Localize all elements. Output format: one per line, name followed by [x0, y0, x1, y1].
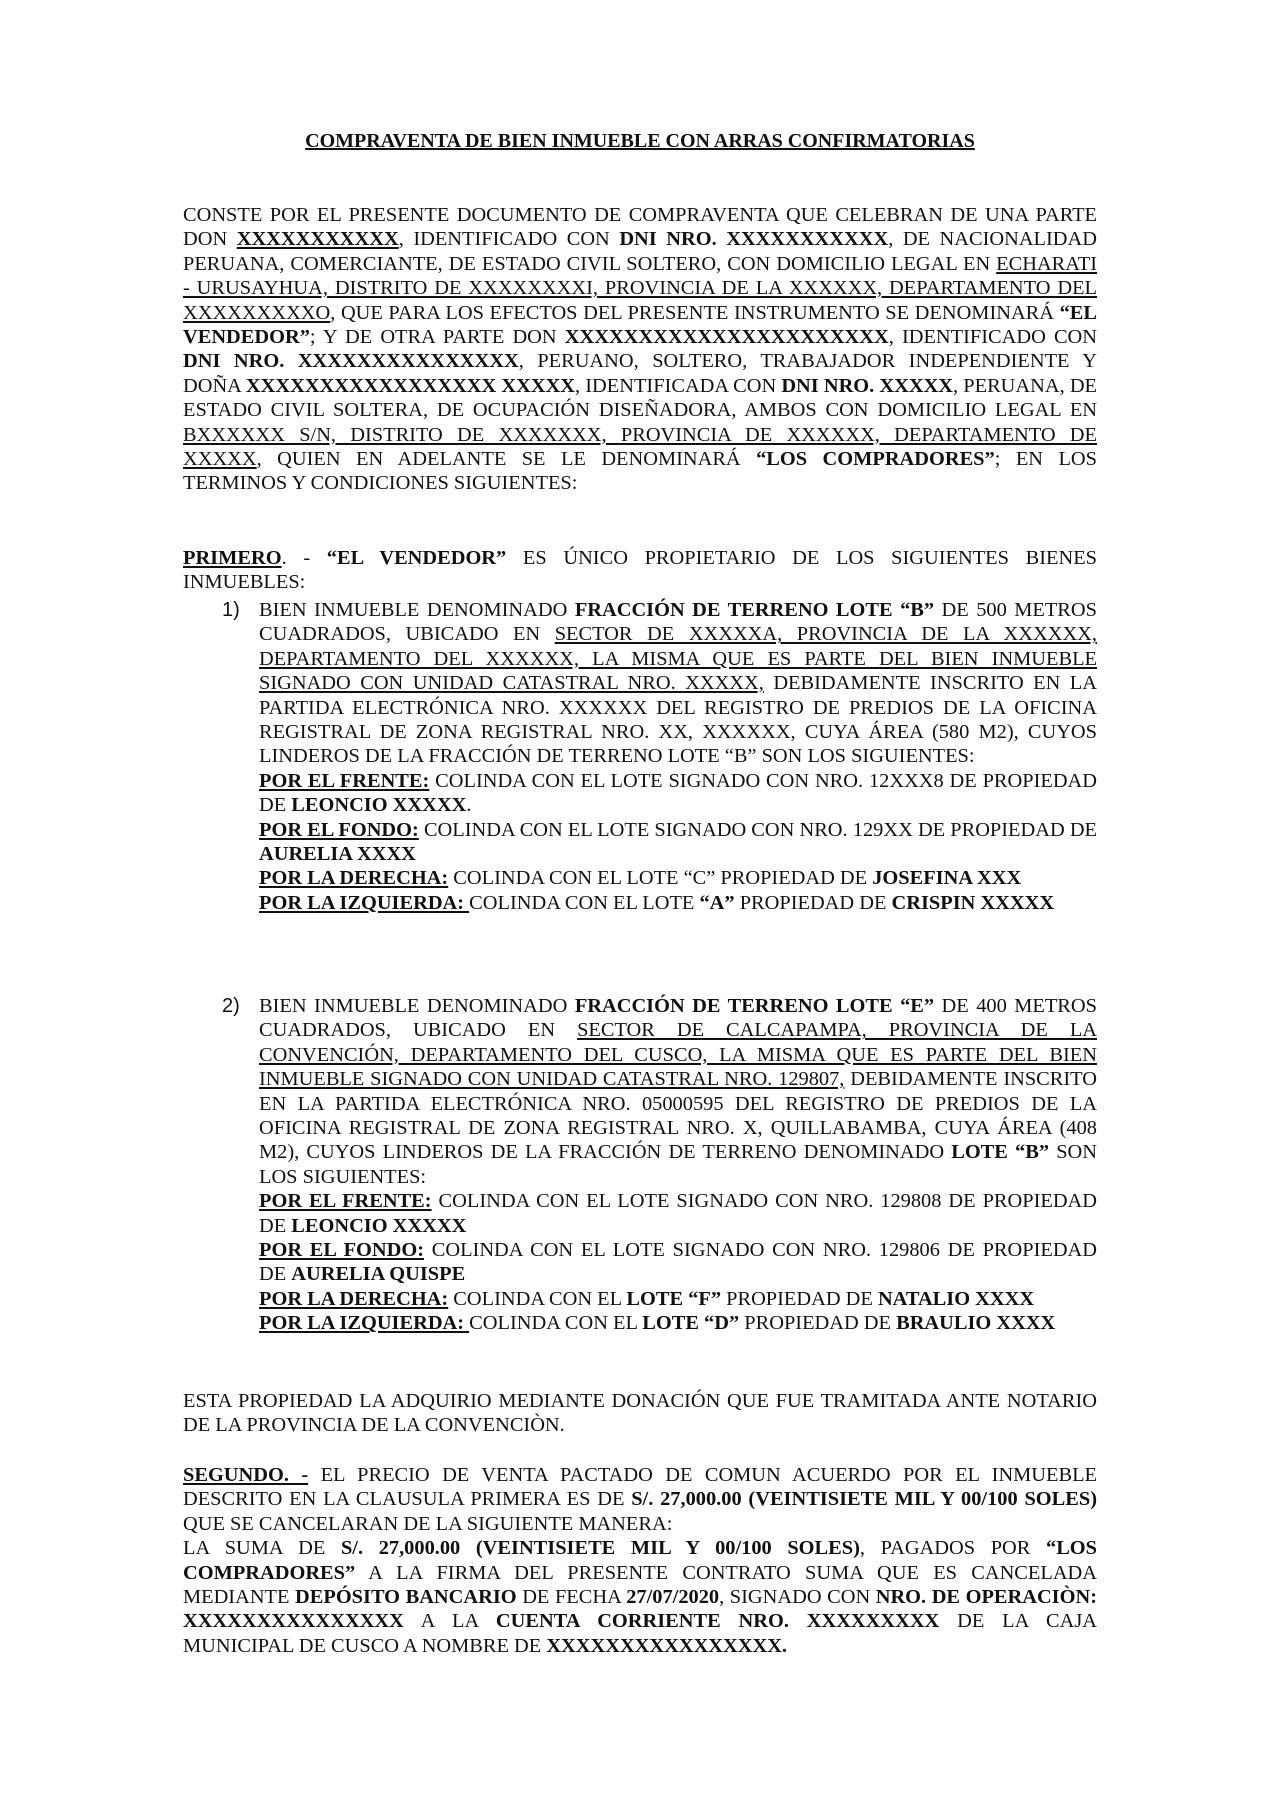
item-1-frente-owner: LEONCIO XXXXX [291, 794, 467, 817]
donation-paragraph: ESTA PROPIEDAD LA ADQUIRIO MEDIANTE DONACIÓN QUE FUE TRAMITADA ANTE NOTARIO DE LA PROVINCIA DE LA CONVENCIÒN. [183, 1390, 1097, 1437]
item-2-description [259, 994, 1097, 1189]
item-2-number: 2) [222, 995, 240, 1017]
intro-text-5: ; Y DE OTRA PARTE DON [309, 326, 565, 349]
item-1-derecha-text: COLINDA CON EL LOTE “C” PROPIEDAD DE [448, 867, 873, 890]
item-2-izquierda-lote: LOTE “D” [642, 1312, 740, 1335]
item-1-fondo-text: COLINDA CON EL LOTE SIGNADO CON NRO. 129XX DE PROPIEDAD DE [418, 818, 1098, 841]
intro-text-11: ; EN LOS TERMINOS Y CONDICIONES SIGUIENTES: [183, 448, 1097, 495]
segundo-buyers: “LOS COMPRADORES” [183, 1537, 1098, 1584]
segundo-text-b: QUE SE CANCELARAN DE LA SIGUIENTE MANERA: [183, 1512, 673, 1535]
intro-text-4: , QUE PARA LOS EFECTOS DEL PRESENTE INSTRUMENTO SE DENOMINARÁ [330, 301, 1060, 324]
intro-text-9: , PERUANA, DE ESTADO CIVIL SOLTERA, DE OCUPACIÓN DISEÑADORA, AMBOS CON DOMICILIO LEGAL EN [183, 374, 1098, 422]
item-1-name: FRACCIÓN DE TERRENO LOTE “B” [574, 599, 935, 621]
item-2-text-c: DEBIDAMENTE INSCRITO EN LA PARTIDA ELECTRÓNICA NRO. 05000595 DEL REGISTRO DE PREDIOS DE LA OFICINA REGISTRAL DE ZONA REGISTRAL NRO. X, QUILLABAMBA, CUYA ÁREA (408 M2), CUYOS LINDEROS DE LA FRACCIÓN DE TERRENO DENOMINADO [259, 1068, 1097, 1164]
item-2-name: FRACCIÓN DE TERRENO LOTE “E” [574, 995, 935, 1017]
buyer2-name: XXXXXXXXXXXXXXXXX XXXXX [245, 374, 576, 397]
item-1-description [259, 598, 1097, 769]
item-2-derecha-text2: PROPIEDAD DE [721, 1287, 878, 1310]
item-2-izquierda-label: POR LA IZQUIERDA: [259, 1312, 470, 1335]
intro-text-8: , IDENTIFICADA CON [575, 374, 782, 397]
seller-dni: DNI NRO. XXXXXXXXXXX [619, 228, 889, 251]
intro-text-1: CONSTE POR EL PRESENTE DOCUMENTO DE COMPRAVENTA QUE CELEBRAN DE UNA PARTE DON [183, 204, 1097, 251]
item-1-fondo-label: POR EL FONDO: [259, 818, 419, 841]
intro-text-10: , QUIEN EN ADELANTE SE LE DENOMINARÁ [256, 448, 757, 471]
item-2-derecha [259, 1287, 1097, 1311]
item-1-location: SECTOR DE XXXXXA, PROVINCIA DE LA XXXXXX, DEPARTAMENTO DEL XXXXXX, LA MISMA QUE ES PARTE DEL BIEN INMUEBLE SIGNADO CON UNIDAD CATASTRAL NRO. XXXXX, [259, 623, 1097, 695]
intro-paragraph [183, 203, 1097, 496]
item-1-izquierda-lote: “A” [699, 891, 735, 914]
intro-text-3: , DE NACIONALIDAD PERUANA, COMERCIANTE, DE ESTADO CIVIL SOLTERO, CON DOMICILIO LEGAL EN [183, 228, 1097, 275]
primero-alias: “EL VENDEDOR” [326, 547, 507, 569]
item-2-fondo-owner: AURELIA QUISPE [291, 1263, 466, 1286]
primero-heading: PRIMERO [183, 547, 282, 569]
item-1-frente-label: POR EL FRENTE: [259, 769, 430, 792]
document-title: COMPRAVENTA DE BIEN INMUEBLE CON ARRAS CONFIRMATORIAS [305, 130, 975, 152]
item-1-frente [259, 769, 1097, 818]
item-2-derecha-text: COLINDA CON EL [448, 1287, 627, 1310]
item-2-text-a: BIEN INMUEBLE DENOMINADO [259, 995, 575, 1017]
segundo-operation: NRO. DE OPERACIÒN: XXXXXXXXXXXXXXX [183, 1586, 1097, 1633]
item-1-frente-end: . [466, 794, 472, 817]
item-2-izquierda-text2: PROPIEDAD DE [739, 1312, 897, 1335]
segundo-text-f: DE FECHA [516, 1586, 627, 1609]
segundo-date: 27/07/2020 [626, 1586, 720, 1609]
item-2-frente-owner: LEONCIO XXXXX [291, 1214, 467, 1237]
segundo-heading: SEGUNDO. - [183, 1464, 309, 1486]
buyer2-dni: DNI NRO. XXXXX [781, 374, 954, 397]
item-2-fondo-text: COLINDA CON EL LOTE SIGNADO CON NRO. 129806 DE PROPIEDAD DE [259, 1239, 1098, 1286]
intro-text-2: , IDENTIFICADO CON [398, 228, 620, 251]
item-1-frente-text: COLINDA CON EL LOTE SIGNADO CON NRO. 12XXX8 DE PROPIEDAD DE [259, 769, 1097, 817]
item-2-izquierda [259, 1311, 1097, 1335]
item-1-derecha [259, 866, 1097, 890]
segundo-text-i: DE LA CAJA MUNICIPAL DE CUSCO A NOMBRE DE [183, 1610, 1097, 1657]
seller-alias: “EL VENDEDOR” [183, 301, 1097, 349]
item-2-text-b: DE 400 METROS CUADRADOS, UBICADO EN [259, 995, 1097, 1042]
item-1-text-b: DE 500 METROS CUADRADOS, UBICADO EN [259, 599, 1097, 646]
seller-address: ECHARATI - URUSAYHUA, DISTRITO DE XXXXXXXXI, PROVINCIA DE LA XXXXXX, DEPARTAMENTO DEL XXXXXXXXXO [183, 252, 1097, 324]
buyer-alias: “LOS COMPRADORES” [756, 448, 995, 471]
segundo-method: DEPÓSITO BANCARIO [295, 1586, 517, 1609]
segundo-text-h: A LA [403, 1610, 496, 1633]
item-2-derecha-owner: NATALIO XXXX [877, 1287, 1035, 1310]
segundo-text-a: EL PRECIO DE VENTA PACTADO DE COMUN ACUERDO POR EL INMUEBLE DESCRITO EN LA CLAUSULA PRIMERA ES DE [183, 1464, 1098, 1511]
item-1-izquierda-text: COLINDA CON EL LOTE [469, 891, 700, 914]
item-2-fondo-label: POR EL FONDO: [259, 1239, 425, 1262]
segundo-price: S/. 27,000.00 (VEINTISIETE MIL Y 00/100 SOLES) [631, 1488, 1097, 1511]
segundo-text-g: , SIGNADO CON [719, 1586, 876, 1609]
item-2-body [259, 994, 1097, 1336]
item-1-body [259, 598, 1097, 915]
clause-primero [183, 546, 1097, 595]
primero-text: ES ÚNICO PROPIETARIO DE LOS SIGUIENTES BIENES INMUEBLES: [183, 547, 1097, 594]
item-2-frente [259, 1189, 1097, 1238]
buyer1-dni: DNI NRO. XXXXXXXXXXXXXXX [183, 350, 519, 373]
item-2-derecha-lote: LOTE “F” [626, 1287, 722, 1310]
item-1-izquierda-owner: CRISPIN XXXXX [891, 891, 1055, 914]
item-1-izquierda-text2: PROPIEDAD DE [734, 891, 892, 914]
item-2-frente-label: POR EL FRENTE: [259, 1190, 432, 1213]
item-1-derecha-owner: JOSEFINA XXX [872, 867, 1022, 890]
item-2-derecha-label: POR LA DERECHA: [259, 1287, 449, 1310]
segundo-price-2: S/. 27,000.00 (VEINTISIETE MIL Y 00/100 SOLES) [340, 1537, 860, 1560]
item-2-izquierda-owner: BRAULIO XXXX [896, 1312, 1056, 1335]
clause-segundo [183, 1463, 1097, 1658]
seller-name: XXXXXXXXXXX [236, 228, 399, 251]
item-1-derecha-label: POR LA DERECHA: [259, 867, 449, 890]
intro-text-6: , IDENTIFICADO CON [888, 326, 1097, 349]
segundo-text-c: LA SUMA DE [183, 1537, 341, 1560]
item-2-fondo [259, 1238, 1097, 1287]
item-1-text-c: DEBIDAMENTE INSCRITO EN LA PARTIDA ELECTRÓNICA NRO. XXXXXX DEL REGISTRO DE PREDIOS DE LA OFICINA REGISTRAL DE ZONA REGISTRAL NRO. XX, XXXXXX, CUYA ÁREA (580 M2), CUYOS LINDEROS DE LA FRACCIÓN DE TERRENO LOTE “B” SON LOS SIGUIENTES: [259, 672, 1097, 768]
item-2-izquierda-text: COLINDA CON EL [469, 1312, 643, 1335]
item-1-number: 1) [222, 599, 240, 621]
segundo-text-d: , PAGADOS POR [859, 1537, 1047, 1560]
segundo-holder: XXXXXXXXXXXXXXXX. [546, 1634, 788, 1657]
intro-text-7: , PERUANO, SOLTERO, TRABAJADOR INDEPENDIENTE Y DOÑA [183, 350, 1097, 397]
item-2-text-d: SON LOS SIGUIENTES: [259, 1141, 1097, 1188]
buyer1-name: XXXXXXXXXXXXXXXXXXXXXX [564, 326, 889, 349]
segundo-text-e: A LA FIRMA DEL PRESENTE CONTRATO SUMA QUE ES CANCELADA MEDIANTE [183, 1561, 1097, 1609]
segundo-account: CUENTA CORRIENTE NRO. XXXXXXXXX [495, 1610, 940, 1633]
item-2-frente-text: COLINDA CON EL LOTE SIGNADO CON NRO. 129808 DE PROPIEDAD DE [259, 1190, 1098, 1237]
item-1-izquierda [259, 891, 1097, 915]
item-1-izquierda-label: POR LA IZQUIERDA: [259, 891, 470, 914]
item-1-text-a: BIEN INMUEBLE DENOMINADO [259, 599, 575, 621]
item-1-fondo-owner: AURELIA XXXX [259, 843, 416, 866]
buyer-address: BXXXXXX S/N, DISTRITO DE XXXXXXX, PROVINCIA DE XXXXXX, DEPARTAMENTO DE XXXXX [183, 423, 1097, 471]
primero-sep: . - [281, 547, 327, 569]
item-2-lote: LOTE “B” [951, 1141, 1050, 1164]
item-1-fondo [259, 818, 1097, 867]
item-2-location: SECTOR DE CALCAPAMPA, PROVINCIA DE LA CONVENCIÓN, DEPARTAMENTO DEL CUSCO, LA MISMA QUE ES PARTE DEL BIEN INMUEBLE SIGNADO CON UNIDAD CATASTRAL NRO. 129807, [259, 1019, 1098, 1091]
